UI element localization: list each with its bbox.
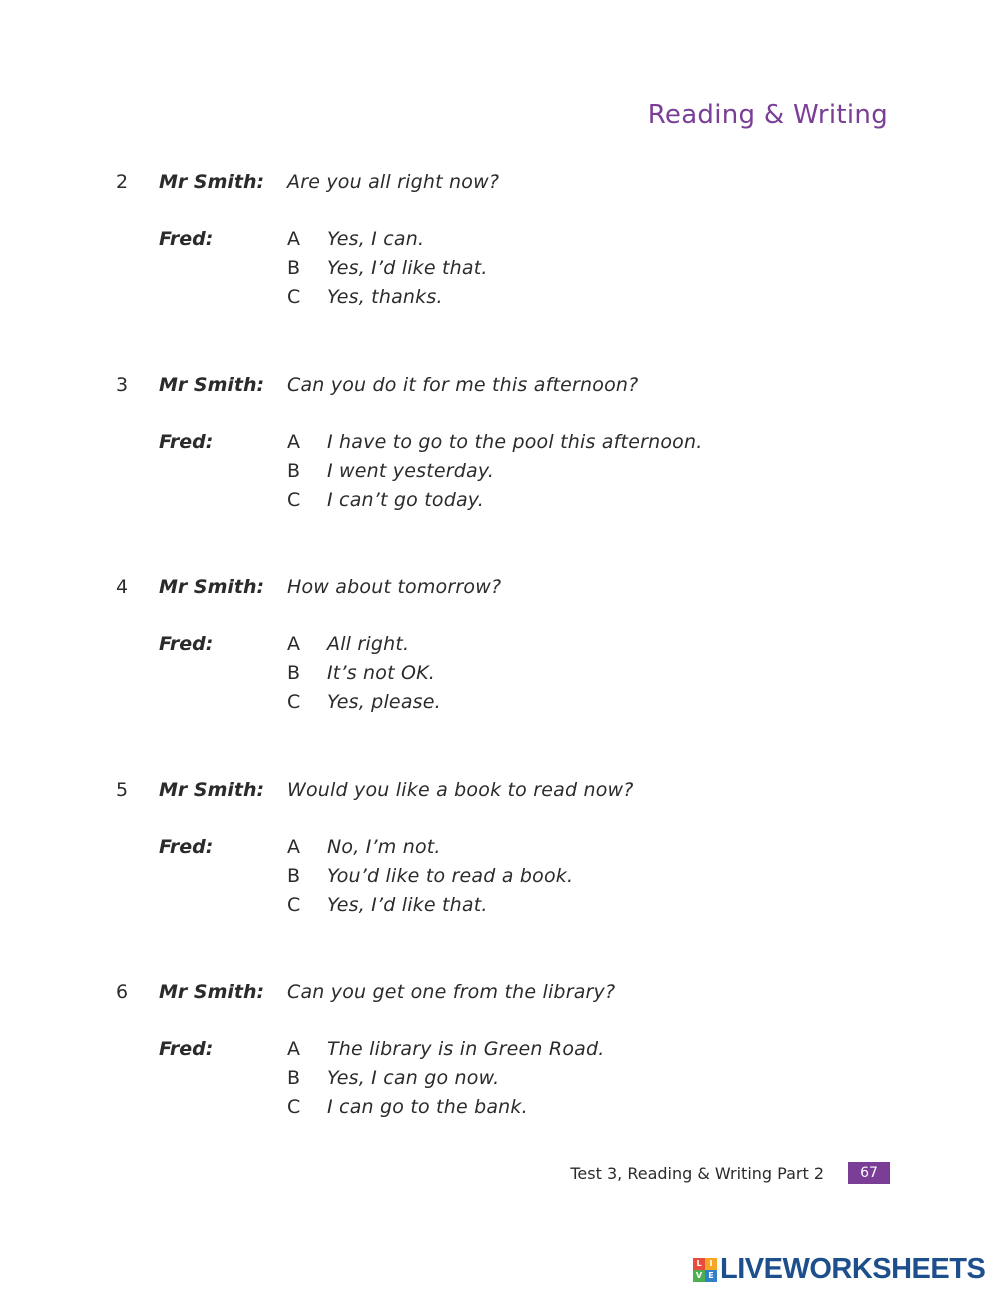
logo-letter: L xyxy=(693,1258,705,1270)
question-speaker: Mr Smith: xyxy=(159,576,265,598)
option-letter: A xyxy=(287,1038,300,1060)
option-letter: C xyxy=(287,488,301,511)
option-text: I can’t go today. xyxy=(327,488,485,511)
question-number: 6 xyxy=(116,981,129,1003)
answer-speaker: Fred: xyxy=(159,835,214,858)
option-text: No, I’m not. xyxy=(327,835,441,858)
question-speaker: Mr Smith: xyxy=(159,981,265,1003)
brand-name: LIVEWORKSHEETS xyxy=(720,1253,986,1285)
question-text: Can you do it for me this afternoon? xyxy=(287,373,639,396)
logo-letter: V xyxy=(693,1270,705,1282)
question-speaker: Mr Smith: xyxy=(159,373,265,396)
option-letter: B xyxy=(287,1067,301,1089)
option-text: Yes, I’d like that. xyxy=(327,893,488,916)
option-text: I can go to the bank. xyxy=(327,1096,528,1118)
option-letter: C xyxy=(287,893,301,916)
question-text: Are you all right now? xyxy=(287,171,500,193)
option-letter: A xyxy=(287,430,300,453)
logo-letter: E xyxy=(705,1270,717,1282)
option-letter: B xyxy=(287,864,301,887)
question-text: How about tomorrow? xyxy=(287,576,502,598)
option-letter: B xyxy=(287,662,301,684)
option-letter: C xyxy=(287,286,301,308)
option-letter: A xyxy=(287,633,300,655)
option-text: Yes, I’d like that. xyxy=(327,257,488,279)
option-letter: C xyxy=(287,1096,301,1118)
option-letter: A xyxy=(287,835,300,858)
answer-speaker: Fred: xyxy=(159,633,214,655)
question-text: Would you like a book to read now? xyxy=(287,778,634,801)
question-number: 2 xyxy=(116,171,129,193)
option-text: I went yesterday. xyxy=(327,459,495,482)
question-speaker: Mr Smith: xyxy=(159,778,265,801)
question-number: 5 xyxy=(116,778,129,801)
answer-speaker: Fred: xyxy=(159,228,214,250)
section-title: Reading & Writing xyxy=(647,100,888,130)
option-text: Yes, thanks. xyxy=(327,286,443,308)
footer-caption: Test 3, Reading & Writing Part 2 xyxy=(570,1164,824,1183)
liveworksheets-logo-icon xyxy=(693,1258,717,1282)
page-number-badge: 67 xyxy=(848,1162,890,1184)
question-text: Can you get one from the library? xyxy=(287,981,616,1003)
option-text: Yes, I can. xyxy=(327,228,425,250)
option-text: I have to go to the pool this afternoon. xyxy=(327,430,703,453)
option-text: Yes, please. xyxy=(327,691,441,713)
option-text: It’s not OK. xyxy=(327,662,436,684)
option-letter: B xyxy=(287,459,301,482)
question-speaker: Mr Smith: xyxy=(159,171,265,193)
option-text: Yes, I can go now. xyxy=(327,1067,500,1089)
option-letter: A xyxy=(287,228,300,250)
option-text: You’d like to read a book. xyxy=(327,864,574,887)
option-letter: C xyxy=(287,691,301,713)
answer-speaker: Fred: xyxy=(159,1038,214,1060)
question-number: 4 xyxy=(116,576,129,598)
answer-speaker: Fred: xyxy=(159,430,214,453)
option-text: All right. xyxy=(327,633,410,655)
option-text: The library is in Green Road. xyxy=(327,1038,605,1060)
logo-letter: I xyxy=(705,1258,717,1270)
liveworksheets-brand[interactable] xyxy=(693,1253,985,1286)
option-letter: B xyxy=(287,257,301,279)
question-number: 3 xyxy=(116,373,129,396)
